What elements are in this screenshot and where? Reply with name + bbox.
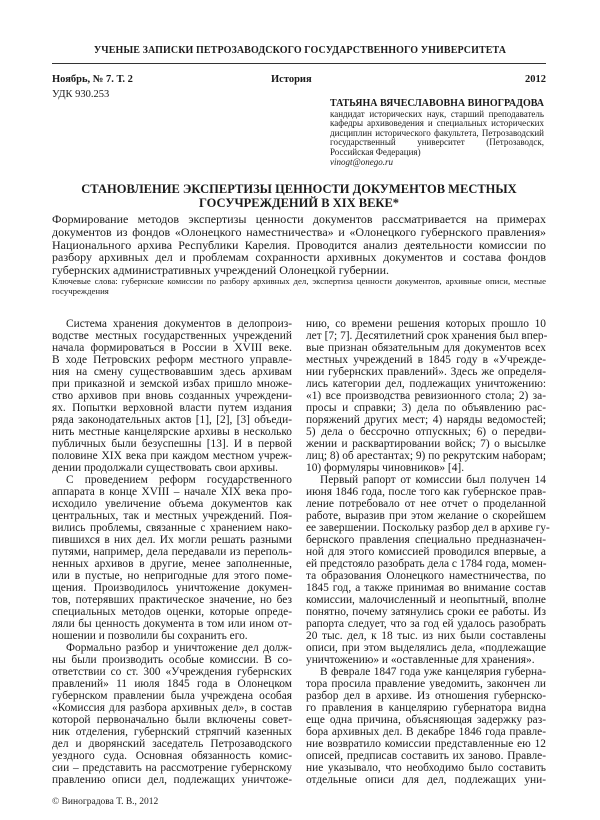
text-line: Формально разбор и уничтожение дел долж- [66,642,292,654]
title-line: СТАНОВЛЕНИЕ ЭКСПЕРТИЗЫ ЦЕННОСТИ ДОКУМЕНТОВ МЕСТНЫХ [81,182,517,196]
text-line: лиц; 8) об арестантах; 9) по рекрутским наборам; [306,450,546,462]
text-line: уничтожению» и «оставленные для хранения». [306,654,535,666]
text-line: ей предстояло разобрать дела с 1784 года, момен- [306,558,547,570]
text-line: которой первоначально были включены совет- [52,714,292,726]
author-block [330,99,544,167]
text-line: отдельные описи для дел, подлежащих уни- [306,774,546,786]
text-line: ях. Попытки верховной власти путем издания [52,402,292,414]
text-line: нии губернских правлений». Здесь же определя- [306,366,546,378]
text-line: еще одна причина, объясняющая задержку раз- [306,714,546,726]
text-line: работе, выразив при этом желание о скорейшем [306,510,546,522]
text-line: просы и справки; 3) дела по объявлению рас- [306,402,546,414]
text-line: жении и расквартировании войск; 7) о высылке [306,438,546,450]
text-line: вые признан обязательным для документов всех [306,342,546,354]
text-line: ответствии со ст. 300 «Учреждения губернских [52,666,292,678]
copyright-note: © Виноградова Т. В., 2012 [52,797,159,807]
text-line: В ходе Петровских реформ местного управле- [52,354,292,366]
text-line: 20 тыс. дел, к 18 тыс. из них были составлены [306,630,546,642]
text-line: аппарата в конце XVIII – начале XIX века про- [52,486,292,498]
text-line: уездного суда. Основная обязанность комис- [52,750,292,762]
text-line: дел и дворянский заседатель Петрозаводского [52,738,292,750]
text-line: ство архивов при вновь созданных учреждени- [52,390,292,402]
text-line: ление потребовало от нее отчет о проделанной [306,498,546,510]
text-line: нить местные канцелярские архивы в несколько [52,426,292,438]
left-column [52,318,292,786]
text-line: 1845 год, а также принимая во внимание состав [306,582,546,594]
article-title [52,183,546,210]
text-line: при приказной и земской избах пришло множе- [52,378,292,390]
text-line: ее завершении. Поскольку разбор дел в архиве гу- [306,522,550,534]
journal-name: УЧЕНЫЕ ЗАПИСКИ ПЕТРОЗАВОДСКОГО ГОСУДАРСТВЕННОГО УНИВЕРСИТЕТА [93,45,507,56]
text-line: тов, потерявших практическое значение, но без [52,594,292,606]
text-line: С проведением реформ государственного [66,474,292,486]
text-line: «1) все производства ревизионного стола; 2) за- [306,390,546,402]
text-line: пившихся в них дел. Их могли решать разными [52,534,292,546]
text-line: губернском правлении была учреждена особая [52,690,292,702]
header-rule [52,63,546,64]
text-line: тора просила правление уведомить, закончен ли [306,678,546,690]
text-line: 10) формуляры чиновников» [4]. [306,462,465,474]
text-line: ной для этого комиссией проводился впервые, а [306,546,546,558]
text-line: ненных архивов в другие, менее заполненные, [52,558,292,570]
text-line: разбор дел в архиве. Из отношения губернско- [306,690,546,702]
year: 2012 [525,74,546,85]
text-line: Система хранения документов в делопроиз- [66,318,292,330]
udk-code: УДК 930.253 [52,89,110,100]
text-line: нию, со времени решения которых прошло 10 [306,318,546,330]
text-line: описи, при этом выделялись дела, «подлежащие [306,642,546,654]
text-line: та образования Олонецкого наместничества, по [306,570,546,582]
text-line: ляли бы ценность документа в том или ином от- [52,618,292,630]
issue-number: Ноябрь, № 7. Т. 2 [52,74,133,85]
author-email[interactable]: vinogt@onego.ru [330,156,394,167]
abstract: Формирование методов экспертизы ценности документов рассматривается на примерах документов из фондов «Олонецкого наместничества» и «Олонецкого губернского правления» Национального архива Республики Карелия. Проводится анализ деятельности комиссии по разбору архивных дел и проблемам сохранности архивных документов и состава фондов губернских административных учреждений Олонецкой губернии. [52,212,546,278]
author-name: ТАТЬЯНА ВЯЧЕСЛАВОВНА ВИНОГРАДОВА [330,98,544,109]
text-line: лись категории дел, подлежащих уничтожению: [306,378,546,390]
text-line: ношении и позволили бы сохранить его. [52,630,248,642]
text-line: правлений» 11 июля 1845 года в Олонецком [52,678,292,690]
text-line: ние указывало, что необходимо было составить [306,762,546,774]
text-line: Первый рапорт от комиссии был получен 14 [320,474,546,486]
text-line: описей, предписав составить их заново. Правле- [306,750,546,762]
text-line: правлению описи дел, подлежащих уничтоже- [52,774,292,786]
text-line: щения. Производилось уничтожение докумен- [52,582,292,594]
text-line: ряда законодательных актов [1], [2], [3] объеди- [52,414,292,426]
text-line: водстве местных государственных учреждений [52,330,292,342]
text-line: ния на смену существовавшим здесь архивам [52,366,292,378]
section-name: История [271,74,312,85]
text-line: начала формироваться в России в XVIII веке. [52,342,292,354]
text-line: июня 1846 года, после того как губернское прав- [306,486,546,498]
text-line: дении продолжали существовать свои архивы. [52,462,278,474]
text-line: лет [7; 7]. Десятилетний срок хранения был впер- [306,330,548,342]
text-line: В феврале 1847 года уже канцелярия губерна- [320,666,546,678]
text-line: бернского правления специально предназначен- [306,534,546,546]
text-line: сии – представить на рассмотрение губернскому [52,762,292,774]
text-line: бора архивных дел. В декабре 1846 года правле- [306,726,546,738]
text-line: го правления в канцелярию губернатора видна [306,702,546,714]
text-line: понятно, почему затянулись сроки ее работы. Из [306,606,546,618]
title-line: ГОСУЧРЕЖДЕНИЙ В XIX ВЕКЕ* [198,195,400,210]
text-line: специальных методов оценки, которые опреде- [52,606,292,618]
text-line: рапорта следует, что за год ей удалось разобрать [306,618,546,630]
text-line: местных учреждений в 1845 году в «Учрежде- [306,354,546,366]
keywords: Ключевые слова: губернские комиссии по разбору архивных дел, экспертиза ценности документов, архивные описи, местные госучреждения [52,276,546,296]
text-line: ник отделения, губернский стряпчий казенных [52,726,292,738]
text-line: центральных, так и местных учреждений. Поя- [52,510,292,522]
text-line: вились проблемы, связанные с хранением нако- [52,522,292,534]
text-line: поряжений других мест; 4) наряды ведомостей; [306,414,546,426]
text-line: ние возвратило комиссии представленные ею 12 [306,738,546,750]
text-line: 5) дела о бессрочно отпускных; 6) о передви- [306,426,546,438]
author-affiliation: кандидат исторических наук, старший преподаватель кафедры архивоведения и специальных исторических дисциплин исторического факультета, Петрозаводский государственный университет (Петрозаводск, Российская Федерация) [330,108,544,157]
text-line: половине XIX века при каждом местном учреж- [52,450,292,462]
text-line: «Комиссия для разбора архивных дел», в состав [52,702,292,714]
text-line: публичных были безуспешны [13]. И в первой [52,438,292,450]
text-line: комиссии, малочисленный и неопытный, вполне [306,594,546,606]
text-line: исходило увеличение объема документов как [52,498,292,510]
text-line: ны были производить особые комиссии. В со- [52,654,292,666]
text-line: путями, например, дела передавали из переполь- [52,546,292,558]
text-line: или в пустые, но непригодные для этого поме- [52,570,292,582]
right-column [306,318,550,786]
